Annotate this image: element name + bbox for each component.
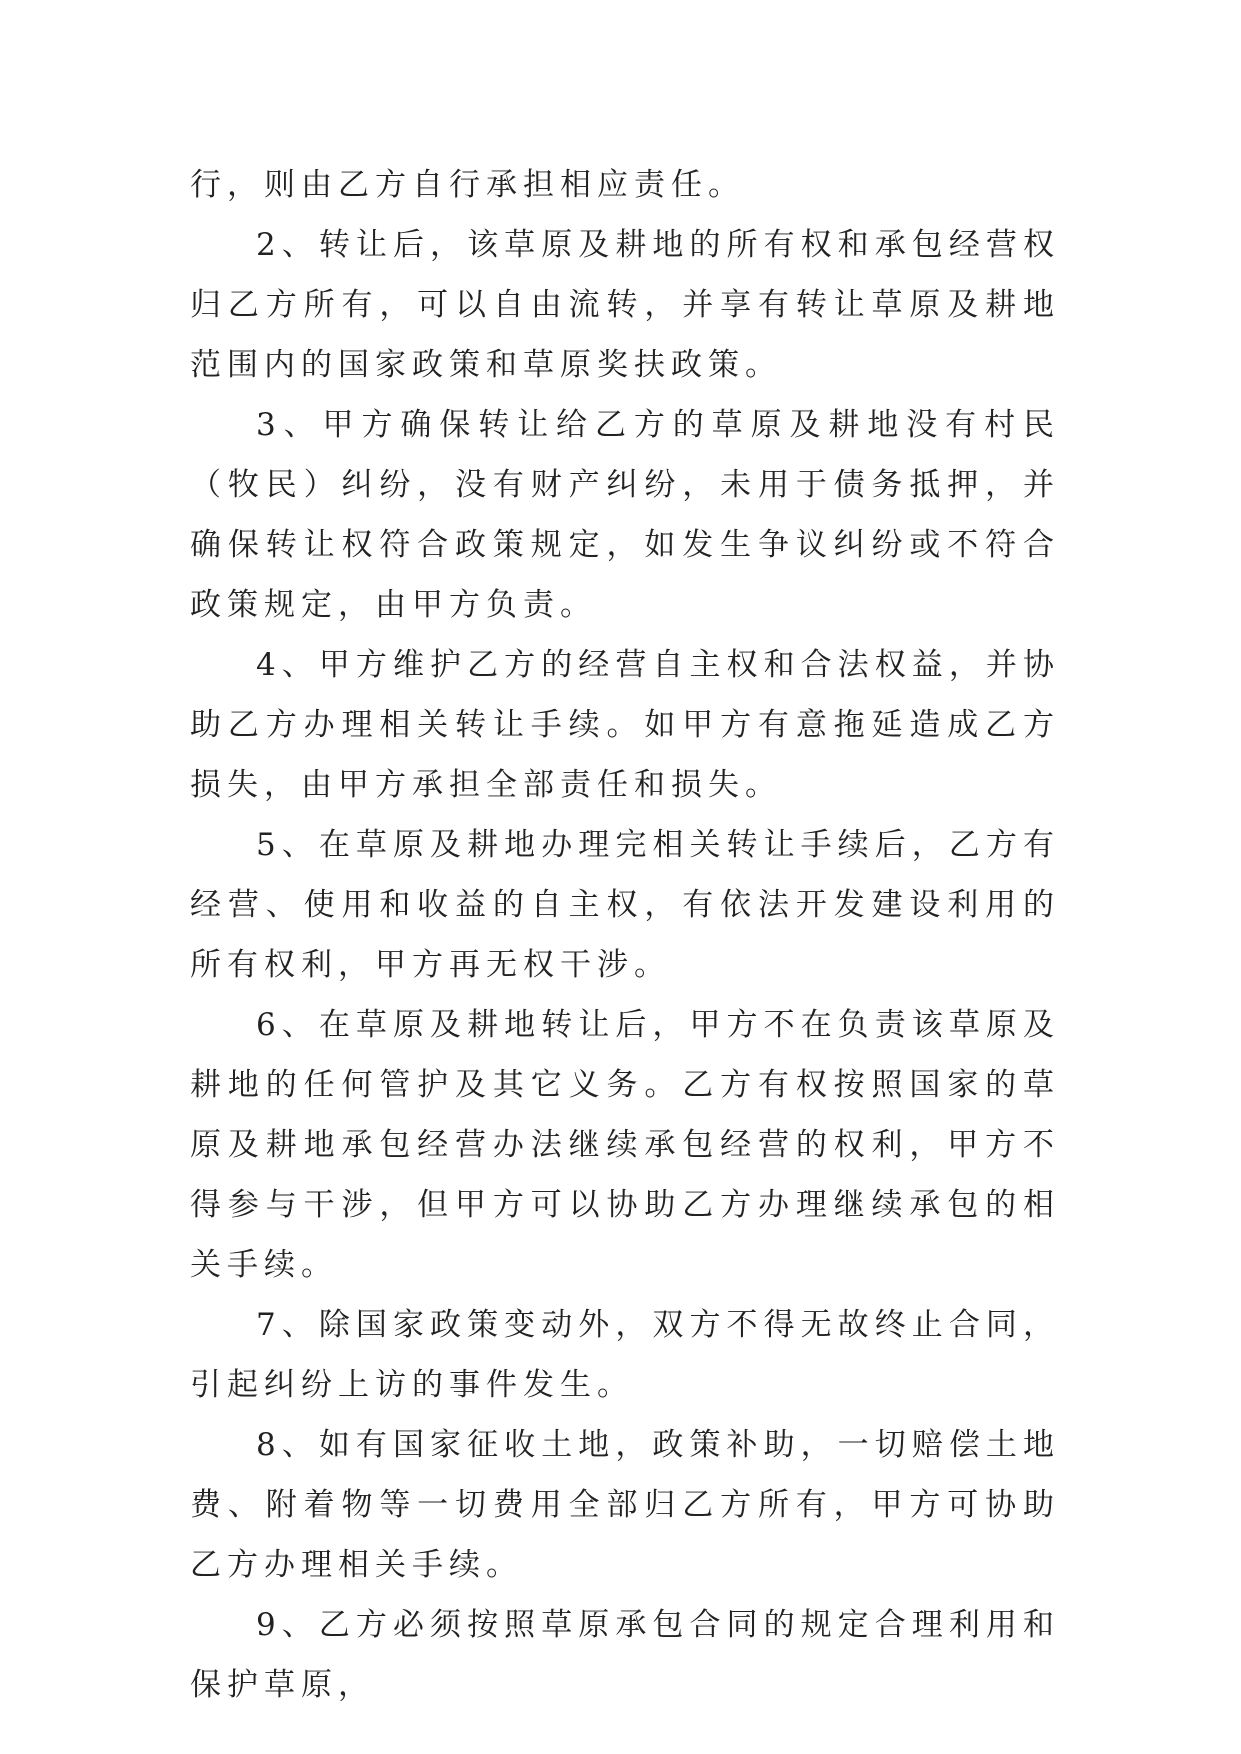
paragraph-continuation: 行，则由乙方自行承担相应责任。 — [190, 167, 745, 203]
paragraph-clause-8: 8、如有国家征收土地，政策补助，一切赔偿土地费、附着物等一切费用全部归乙方所有，甲方可协助乙方办理相关手续。 — [190, 1427, 1060, 1583]
document-body — [190, 155, 1060, 1715]
paragraph-clause-7: 7、除国家政策变动外，双方不得无故终止合同，引起纠纷上访的事件发生。 — [190, 1307, 1060, 1403]
paragraph-clause-4: 4、甲方维护乙方的经营自主权和合法权益，并协助乙方办理相关转让手续。如甲方有意拖延造成乙方损失，由甲方承担全部责任和损失。 — [190, 647, 1060, 803]
paragraph-clause-3: 3、甲方确保转让给乙方的草原及耕地没有村民（牧民）纠纷，没有财产纠纷，未用于债务抵押，并确保转让权符合政策规定，如发生争议纠纷或不符合政策规定，由甲方负责。 — [190, 407, 1060, 623]
paragraph-clause-9: 9、乙方必须按照草原承包合同的规定合理利用和保护草原， — [190, 1607, 1060, 1703]
paragraph-clause-6: 6、在草原及耕地转让后，甲方不在负责该草原及耕地的任何管护及其它义务。乙方有权按照国家的草原及耕地承包经营办法继续承包经营的权利，甲方不得参与干涉，但甲方可以协助乙方办理继续承包的相关手续。 — [190, 1007, 1060, 1283]
paragraph-clause-2: 2、转让后，该草原及耕地的所有权和承包经营权归乙方所有，可以自由流转，并享有转让草原及耕地范围内的国家政策和草原奖扶政策。 — [190, 227, 1060, 383]
paragraph-clause-5: 5、在草原及耕地办理完相关转让手续后，乙方有经营、使用和收益的自主权，有依法开发建设利用的所有权利，甲方再无权干涉。 — [190, 827, 1060, 983]
